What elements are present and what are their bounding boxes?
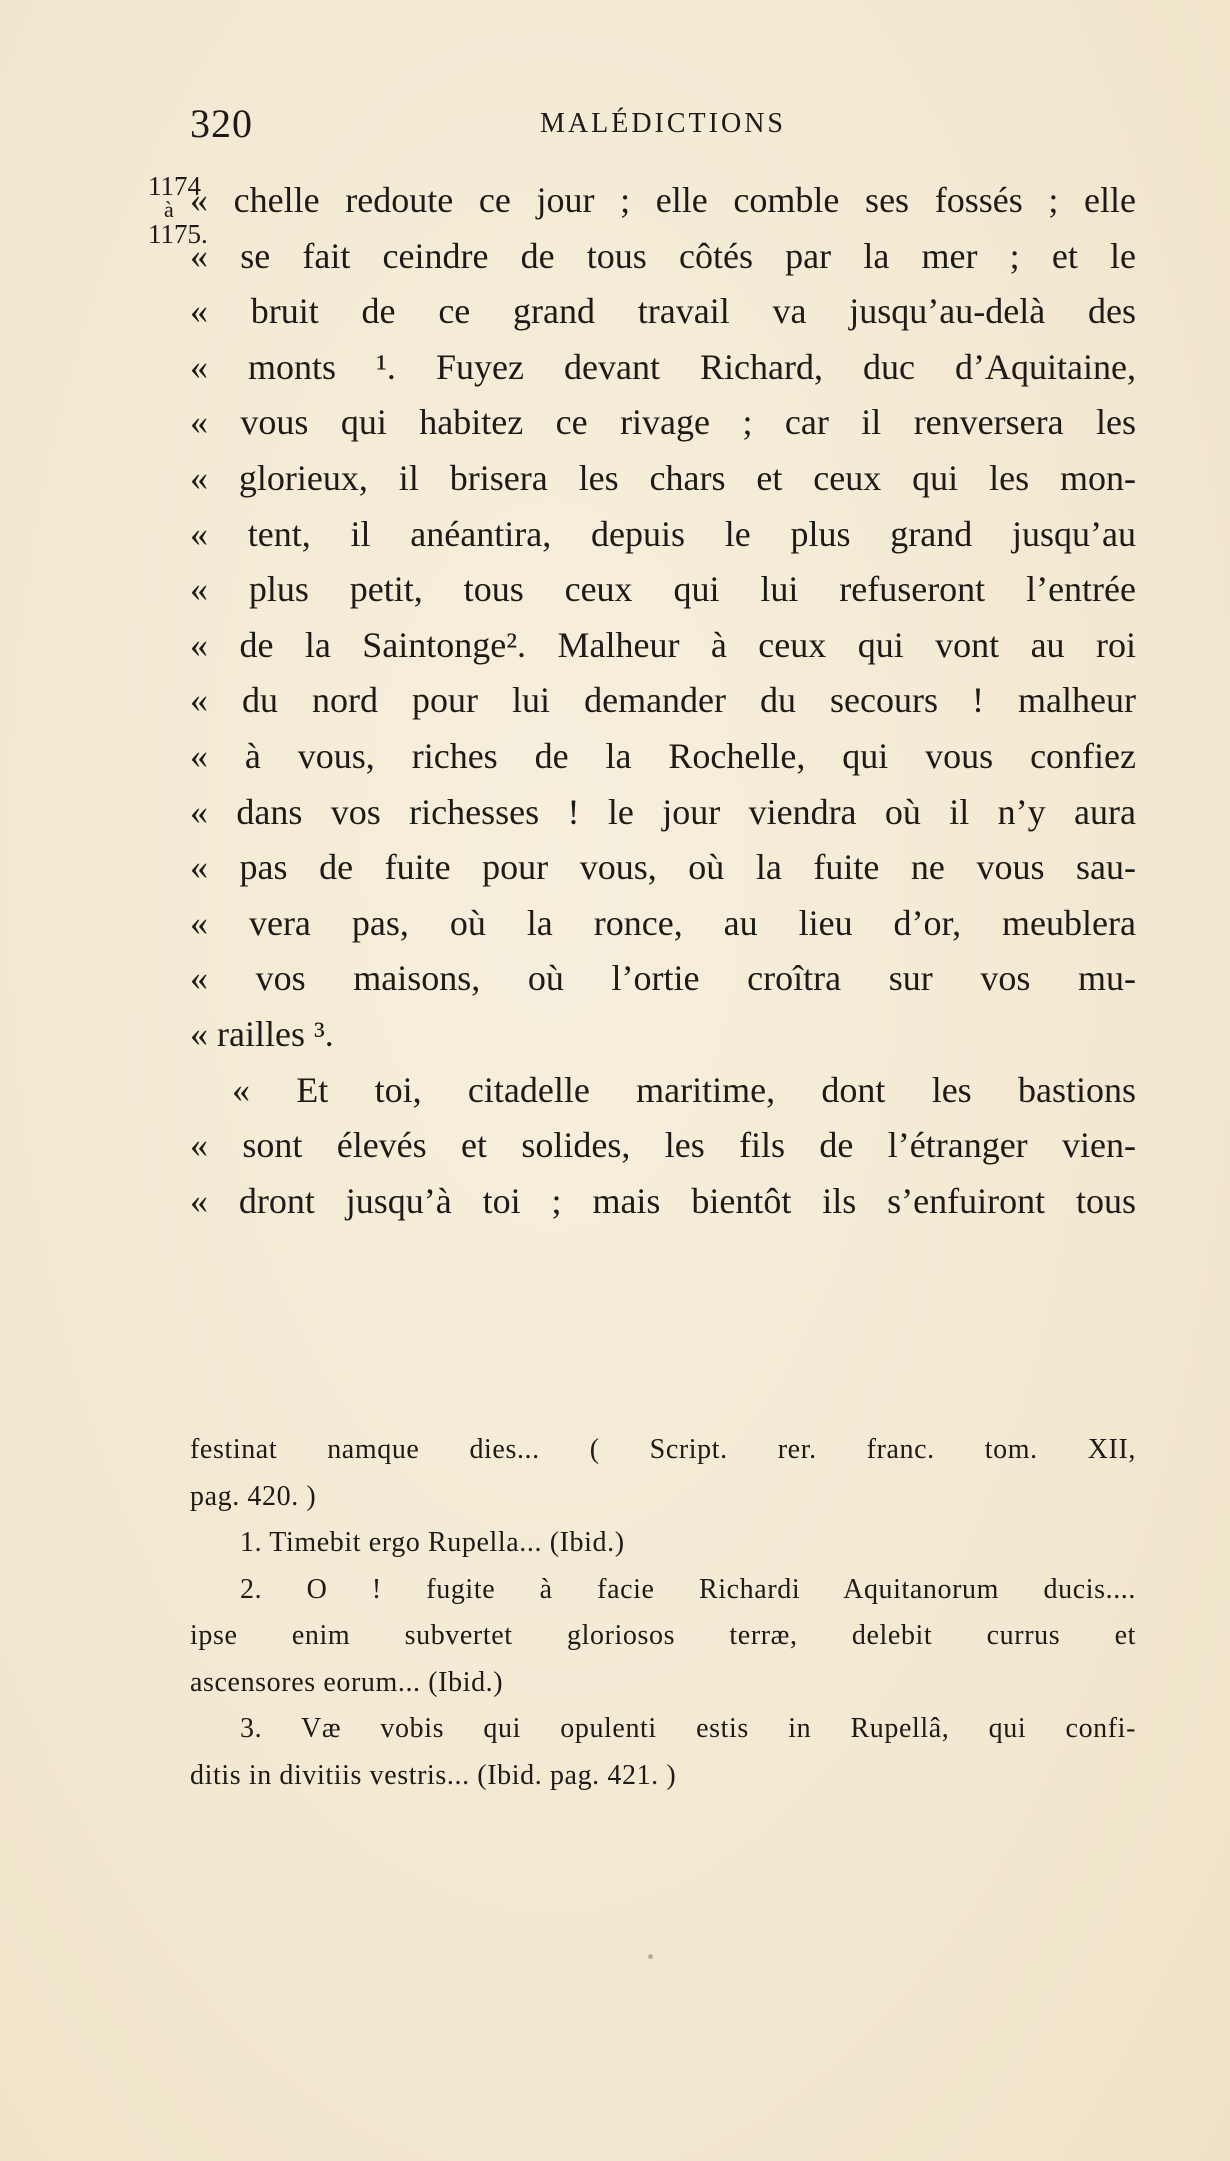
footnotes: [190, 1426, 1136, 1798]
margin-connector: à: [164, 197, 174, 222]
text-line: « railles ³.: [190, 1013, 334, 1054]
text-line-paragraph-start: « Et toi, citadelle maritime, dont les bastions: [232, 1069, 1136, 1110]
text-line: « glorieux, il brisera les chars et ceux qui les mon-: [190, 457, 1136, 498]
footnote-line: ditis in divitiis vestris... (Ibid. pag. 421. ): [190, 1759, 677, 1791]
text-line: « plus petit, tous ceux qui lui refuseront l’entrée: [190, 569, 1136, 610]
text-line: « du nord pour lui demander du secours ! malheur: [190, 680, 1136, 721]
footnote-1: 1. Timebit ergo Rupella... (Ibid.): [240, 1527, 625, 1558]
text-line: « dront jusqu’à toi ; mais bientôt ils s’enfuiront tous: [190, 1180, 1136, 1221]
main-text: [190, 172, 1136, 1228]
text-line: « vera pas, où la ronce, au lieu d’or, meublera: [190, 902, 1136, 943]
paper-speck: [648, 1954, 653, 1959]
page-header: [190, 100, 1020, 156]
text-line: « se fait ceindre de tous côtés par la mer ; et le: [190, 235, 1136, 276]
footnote-line: ascensores eorum... (Ibid.): [190, 1666, 504, 1698]
text-line: « de la Saintonge². Malheur à ceux qui vont au roi: [190, 624, 1136, 665]
text-line: « vos maisons, où l’ortie croîtra sur vos mu-: [190, 958, 1136, 999]
text-line: « chelle redoute ce jour ; elle comble ses fossés ; elle: [190, 180, 1136, 220]
footnote-line: pag. 420. ): [190, 1480, 317, 1512]
footnote-2: 2. O ! fugite à facie Richardi Aquitanorum ducis....: [240, 1573, 1136, 1605]
footnote-line: ipse enim subvertet gloriosos terræ, delebit currus et: [190, 1620, 1136, 1651]
text-line: « vous qui habitez ce rivage ; car il renversera les: [190, 402, 1136, 443]
footnote-line: festinat namque dies... ( Script. rer. franc. tom. XII,: [190, 1434, 1136, 1465]
text-line: « monts ¹. Fuyez devant Richard, duc d’Aquitaine,: [190, 346, 1136, 387]
text-line: « bruit de ce grand travail va jusqu’au-delà des: [190, 291, 1136, 332]
text-line: « tent, il anéantira, depuis le plus grand jusqu’au: [190, 513, 1136, 554]
text-line: « à vous, riches de la Rochelle, qui vous confiez: [190, 735, 1136, 776]
footnote-3: 3. Væ vobis qui opulenti estis in Rupellâ, qui confi-: [240, 1713, 1136, 1744]
text-line: « dans vos richesses ! le jour viendra où il n’y aura: [190, 791, 1136, 832]
text-line: « sont élevés et solides, les fils de l’étranger vien-: [190, 1125, 1136, 1166]
margin-year-end: 1175.: [148, 219, 208, 249]
page-number: 320: [190, 101, 253, 146]
running-head: MALÉDICTIONS: [540, 108, 786, 139]
margin-year-start: 1174: [148, 171, 201, 201]
text-line: « pas de fuite pour vous, où la fuite ne vous sau-: [190, 847, 1136, 888]
